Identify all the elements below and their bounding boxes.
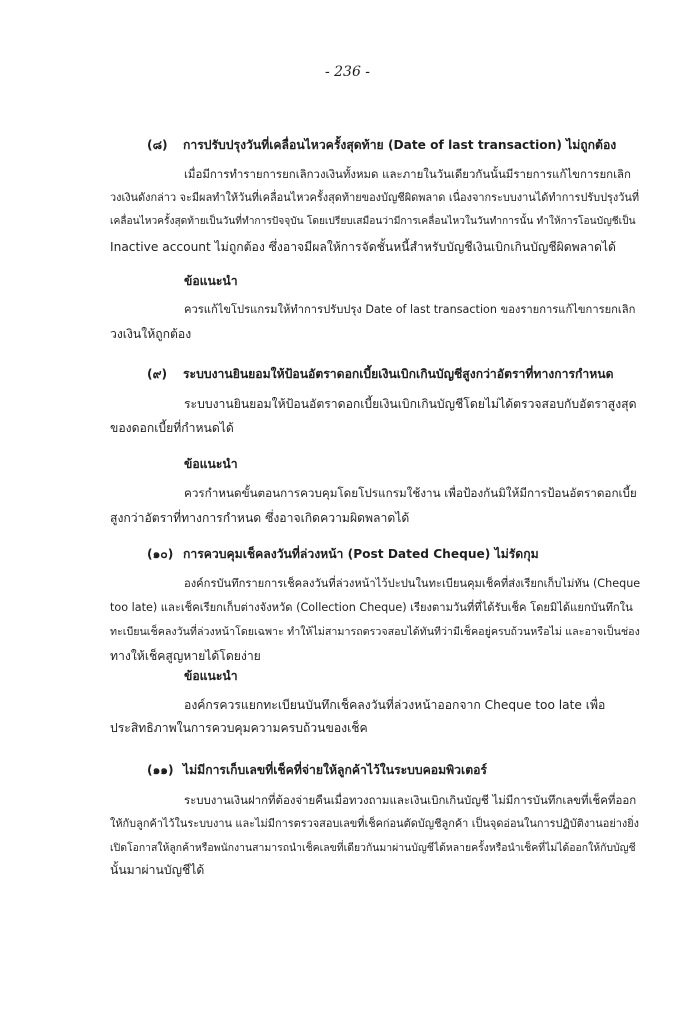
section-10-body-line-4: ทางให้เช็คสูญหายได้โดยง่าย [110, 649, 261, 663]
section-9-recommendation-line-1: ควรกำหนดขั้นตอนการควบคุมโดยโปรแกรมใช้งาน เพื่อป้องกันมิให้มีการป้อนอัตราดอกเบี้ย [184, 486, 637, 500]
section-10-recommendation-line-2: ประสิทธิภาพในการควบคุมความครบถ้วนของเช็ค [110, 721, 368, 735]
section-10-recommendation-line-1: องค์กรควรแยกทะเบียนบันทึกเช็คลงวันที่ล่วงหน้าออกจาก Cheque too late เพื่อ [184, 698, 606, 712]
section-8-number: (๘) [147, 138, 168, 152]
section-9-body-line-2: ของดอกเบี้ยที่กำหนดได้ [110, 421, 234, 435]
section-8-body-line-3: เคลื่อนไหวครั้งสุดท้ายเป็นวันที่ทำการปัจจุบัน โดยเปรียบเสมือนว่ามีการเคลื่อนไหวในวันทำการนั้น ทำให้การโอนบัญชีเป็น [110, 216, 636, 227]
section-9-heading: ระบบงานยินยอมให้ป้อนอัตราดอกเบี้ยเงินเบิกเกินบัญชีสูงกว่าอัตราที่ทางการกำหนด [183, 367, 614, 381]
section-10-recommendation-label: ข้อแนะนำ [184, 669, 238, 683]
section-10-body-line-3: ทะเบียนเช็คลงวันที่ล่วงหน้าโดยเฉพาะ ทำให้ไม่สามารถตรวจสอบได้ทันทีว่ามีเช็คอยู่ครบถ้วนหรือไม่ และอาจเป็นช่อง [110, 625, 640, 638]
section-11-number: (๑๑) [147, 763, 174, 777]
section-11-body-line-1: ระบบงานเงินฝากที่ต้องจ่ายคืนเมื่อทวงถามและเงินเบิกเกินบัญชี ไม่มีการบันทึกเลขที่เช็คที่ออก [184, 793, 637, 807]
section-11-body-line-4: นั้นมาผ่านบัญชีได้ [110, 863, 205, 877]
section-11-body-line-3: เปิดโอกาสให้ลูกค้าหรือพนักงานสามารถนำเช็คเลขที่เดียวกันมาผ่านบัญชีได้หลายครั้งหรือนำเช็คที่ไม่ได้ออกให้กับบัญชี [110, 842, 636, 854]
section-8-recommendation-line-1: ควรแก้ไขโปรแกรมให้ทำการปรับปรุง Date of last transaction ของรายการแก้ไขการยกเลิก [184, 303, 636, 316]
section-8-body-line-1: เมื่อมีการทำรายการยกเลิกวงเงินทั้งหมด และภายในวันเดียวกันนั้นมีรายการแก้ไขการยกเลิก [184, 167, 631, 181]
section-9-recommendation-label: ข้อแนะนำ [184, 457, 238, 471]
section-9-body-line-1: ระบบงานยินยอมให้ป้อนอัตราดอกเบี้ยเงินเบิกเกินบัญชีโดยไม่ได้ตรวจสอบกับอัตราสูงสุด [184, 397, 637, 411]
section-10-number: (๑๐) [147, 547, 174, 561]
section-8-recommendation-line-2: วงเงินให้ถูกต้อง [110, 327, 192, 341]
section-8-body-line-2: วงเงินดังกล่าว จะมีผลทำให้วันที่เคลื่อนไหวครั้งสุดท้ายของบัญชีผิดพลาด เนื่องจากระบบงานได้ทำการปรับปรุงวันที่ [110, 191, 640, 204]
section-10-body-line-1: องค์กรบันทึกรายการเช็คลงวันที่ล่วงหน้าไว้ปะปนในทะเบียนคุมเช็คที่ส่งเรียกเก็บไม่ทัน (Cheque [184, 577, 641, 590]
section-9-number: (๙) [147, 367, 168, 381]
section-9-recommendation-line-2: สูงกว่าอัตราที่ทางการกำหนด ซึ่งอาจเกิดความผิดพลาดได้ [110, 511, 410, 525]
page-number: - 236 - [324, 64, 371, 80]
section-11-body-line-2: ให้กับลูกค้าไว้ในระบบงาน และไม่มีการตรวจสอบเลขที่เช็คก่อนตัดบัญชีลูกค้า เป็นจุดอ่อนในการปฏิบัติงานอย่างยิ่ง [110, 817, 639, 830]
section-8-recommendation-label: ข้อแนะนำ [184, 274, 238, 288]
section-10-body-line-2: too late) และเช็คเรียกเก็บต่างจังหวัด (Collection Cheque) เรียงตามวันที่ที่ได้รับเช็ค โดยมิได้แยกบันทึกใน [110, 601, 633, 614]
section-11-heading: ไม่มีการเก็บเลขที่เช็คที่จ่ายให้ลูกค้าไว้ในระบบคอมพิวเตอร์ [183, 763, 487, 777]
section-8-body-line-4: Inactive account ไม่ถูกต้อง ซึ่งอาจมีผลให้การจัดชั้นหนี้สำหรับบัญชีเงินเบิกเกินบัญชีผิดพลาดได้ [110, 240, 616, 254]
section-10-heading: การควบคุมเช็คลงวันที่ล่วงหน้า (Post Dated Cheque) ไม่รัดกุม [183, 547, 539, 561]
section-8-heading: การปรับปรุงวันที่เคลื่อนไหวครั้งสุดท้าย (Date of last transaction) ไม่ถูกต้อง [183, 138, 617, 152]
